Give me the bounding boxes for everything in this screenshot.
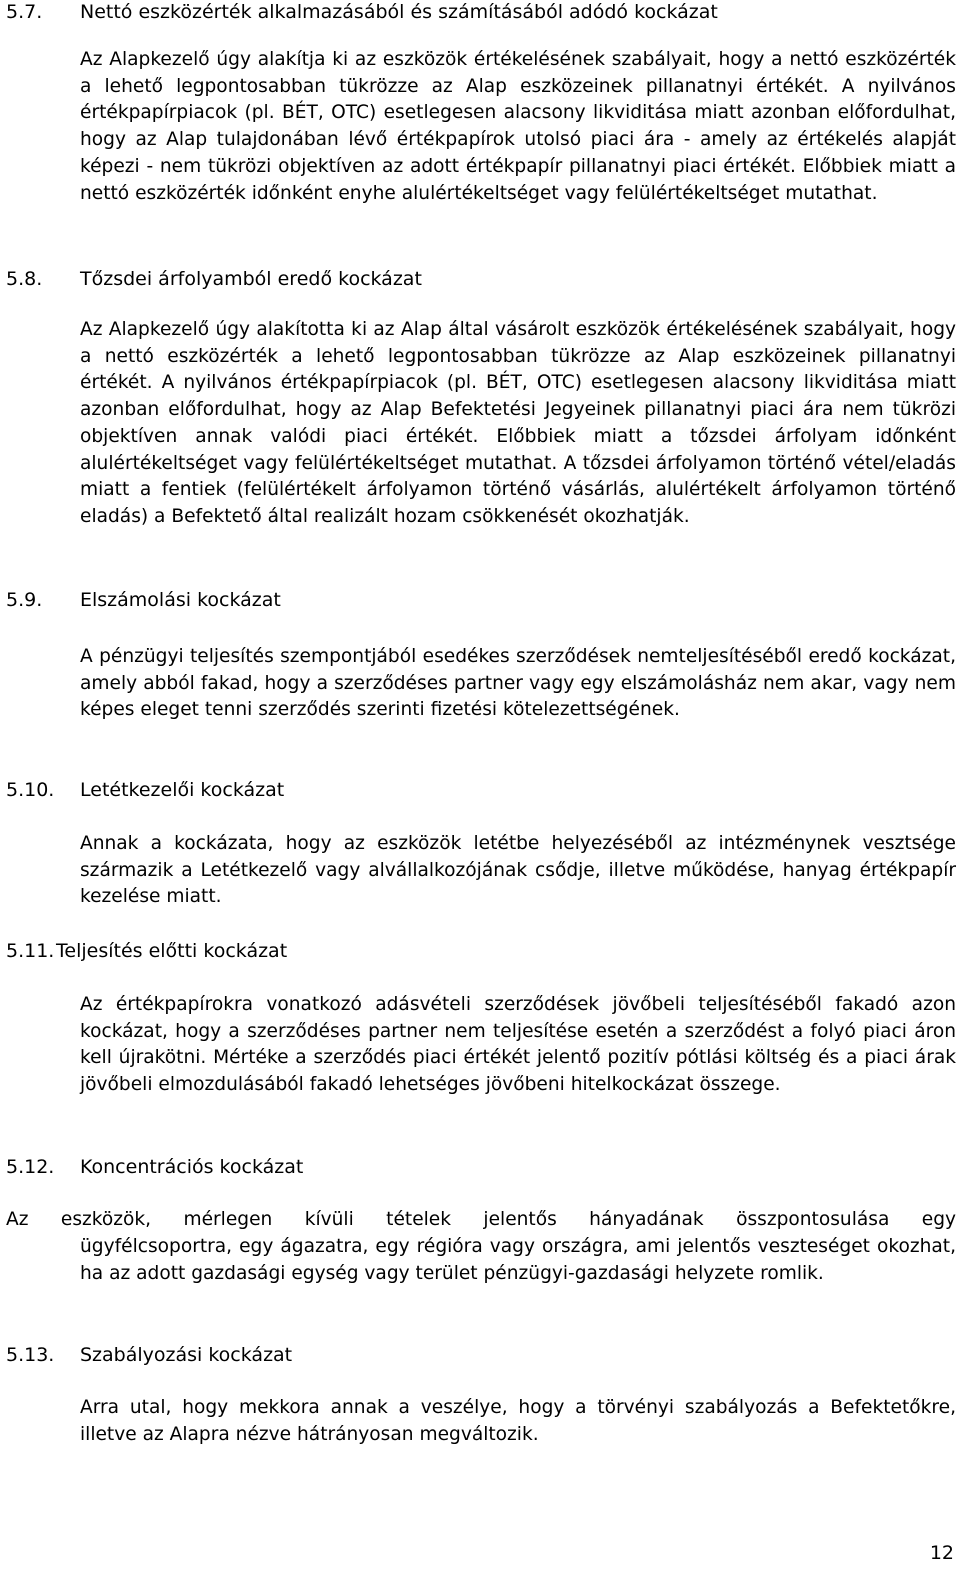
section-title: Tőzsdei árfolyamból eredő kockázat [80,268,422,290]
section-number: 5.13. [6,1344,55,1366]
section-title: Letétkezelői kockázat [80,779,285,801]
section-title: Koncentrációs kockázat [80,1156,304,1178]
section-body-5-12: ügyfélcsoportra, egy ágazatra, egy régióra vagy országra, ami jelentős veszteséget okozhat, ha az adott gazdasági egység vagy terület pénzügyi-gazdasági helyzete romlik. [80,1236,956,1284]
section-heading-5-10 [6,777,946,803]
section-body-5-12-first-line: Az eszközök, mérlegen kívüli tételek jelentős hányadának összpontosulása egy [6,1209,956,1230]
section-body-5-8: Az Alapkezelő úgy alakította ki az Alap által vásárolt eszközök értékelésének szabályait, hogy a nettó eszközérték a lehető legpontosabban tükrözze az Alap eszközeinek pillanatnyi értékét. A nyilvános értékpapírpiacok (pl. BÉT, OTC) esetlegesen alacsony likviditása miatt azonban előfordulhat, hogy az Alap Befektetési Jegyeinek pillanatnyi piaci ára nem tükrözi objektíven annak valódi piaci értékét. Előbbiek miatt a tőzsdei árfolyam időnként alulértékeltséget vagy felülértékeltséget mutathat. A tőzsdei árfolyamon történő vétel/eladás miatt a fentiek (felülértékelt árfolyamon történő vásárlás, alulértékelt árfolyamon történő eladás) a Befektető által realizált hozam csökkenését okozhatják. [80,319,956,527]
section-body-5-7: Az Alapkezelő úgy alakítja ki az eszközök értékelésének szabályait, hogy a nettó eszközérték a lehető legpontosabban tükrözze az Alap eszközeinek pillanatnyi értékét. A nyilvános értékpapírpiacok (pl. BÉT, OTC) esetlegesen alacsony likviditása miatt azonban előfordulhat, hogy az Alap tulajdonában lévő értékpapírok utolsó piaci ára - amely az értékelés alapját képezi - nem tükrözi objektíven az adott értékpapír pillanatnyi piaci értékét. Előbbiek miatt a nettó eszközérték időnként enyhe alulértékeltséget vagy felülértékeltséget mutathat. [80,49,956,204]
section-heading-5-11 [6,938,946,964]
section-heading-5-8 [6,266,946,292]
section-body-5-10: Annak a kockázata, hogy az eszközök letétbe helyezéséből az intézménynek vesztsége származik a Letétkezelő vagy alvállalkozójának csődje, illetve működése, hanyag értékpapír kezelése miatt. [80,833,956,908]
section-number: 5.11. [6,940,55,962]
section-title: Nettó eszközérték alkalmazásából és számításából adódó kockázat [80,1,718,23]
section-body-5-9: A pénzügyi teljesítés szempontjából esedékes szerződések nemteljesítéséből eredő kockázat, amely abból fakad, hogy a szerződéses partner vagy egy elszámolásház nem akar, vagy nem képes eleget tenni szerződés szerinti fizetési kötelezettségének. [80,646,956,721]
section-body-5-11: Az értékpapírokra vonatkozó adásvételi szerződések jövőbeli teljesítéséből fakadó azon kockázat, hogy a szerződéses partner nem teljesítése esetén a szerződést a folyó piaci áron kell újrakötni. Mértéke a szerződés piaci értékét jelentő pozitív pótlási költség és a piaci árak jövőbeli elmozdulásából fakadó lehetséges jövőbeni hitelkockázat összege. [80,994,956,1096]
page-number: 12 [929,1542,954,1564]
section-title: Elszámolási kockázat [80,589,281,611]
section-number: 5.12. [6,1156,55,1178]
section-number: 5.9. [6,589,43,611]
section-number: 5.10. [6,779,55,801]
section-heading-5-12 [6,1154,946,1180]
section-number: 5.7. [6,1,43,23]
section-number: 5.8. [6,268,43,290]
section-body-5-13: Arra utal, hogy mekkora annak a veszélye, hogy a törvényi szabályozás a Befektetőkre, illetve az Alapra nézve hátrányosan megváltozik. [80,1397,956,1445]
section-heading-5-7 [6,0,946,25]
section-heading-5-13 [6,1342,946,1368]
section-title: Szabályozási kockázat [80,1344,293,1366]
section-heading-5-9 [6,587,946,613]
section-title: Teljesítés előtti kockázat [56,940,288,962]
